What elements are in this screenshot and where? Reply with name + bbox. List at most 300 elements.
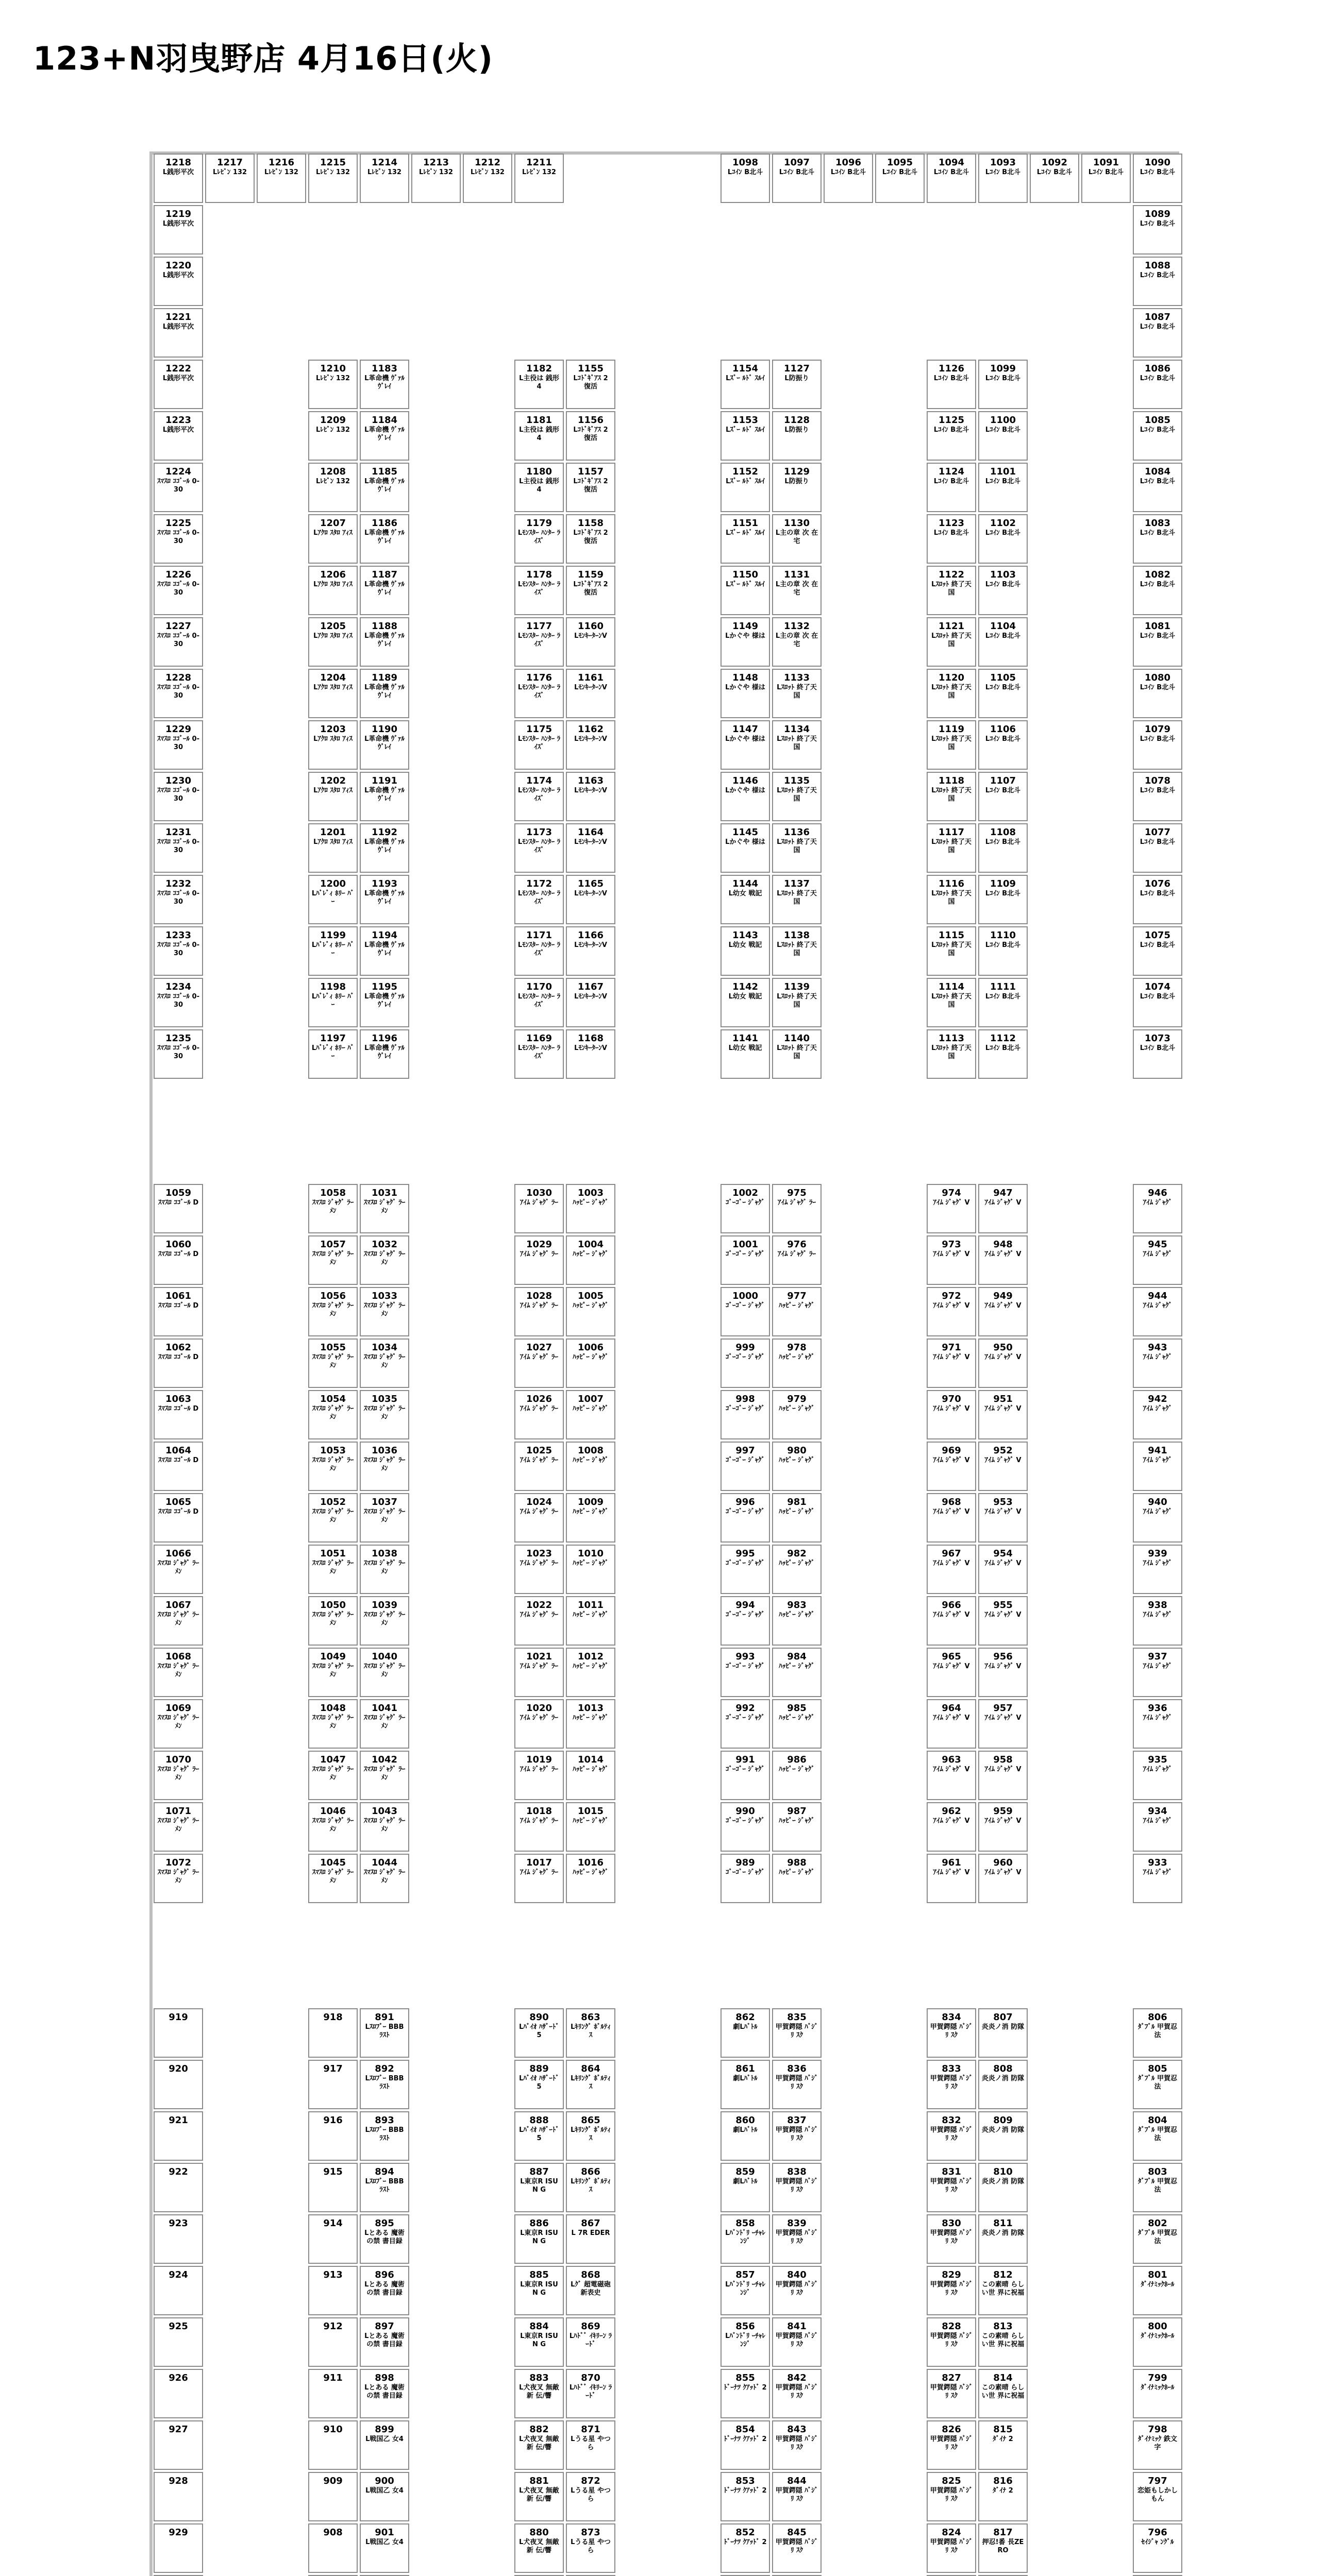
- machine-cell[interactable]: [514, 1338, 564, 1388]
- machine-cell[interactable]: [308, 2472, 358, 2521]
- machine-cell[interactable]: [772, 2111, 822, 2161]
- machine-cell[interactable]: [154, 823, 203, 873]
- machine-cell[interactable]: [721, 2472, 770, 2521]
- machine-cell[interactable]: [978, 1802, 1028, 1852]
- machine-cell[interactable]: [772, 2523, 822, 2573]
- machine-cell[interactable]: [566, 2163, 615, 2212]
- machine-cell[interactable]: [772, 617, 822, 667]
- machine-cell[interactable]: [566, 720, 615, 770]
- machine-cell[interactable]: [772, 2317, 822, 2367]
- machine-cell[interactable]: [978, 2163, 1028, 2212]
- machine-cell[interactable]: [721, 2111, 770, 2161]
- machine-cell[interactable]: [514, 566, 564, 615]
- machine-cell[interactable]: [978, 2472, 1028, 2521]
- machine-cell[interactable]: [308, 2369, 358, 2418]
- machine-cell[interactable]: [1133, 2420, 1182, 2470]
- machine-cell[interactable]: [721, 514, 770, 564]
- machine-cell[interactable]: [308, 1545, 358, 1594]
- machine-cell[interactable]: [514, 2523, 564, 2573]
- machine-cell[interactable]: [772, 669, 822, 718]
- machine-cell[interactable]: [566, 2060, 615, 2109]
- machine-cell[interactable]: [514, 926, 564, 976]
- machine-cell[interactable]: [514, 2214, 564, 2264]
- machine-cell[interactable]: [154, 566, 203, 615]
- machine-cell[interactable]: [978, 360, 1028, 409]
- machine-cell[interactable]: [360, 360, 409, 409]
- machine-cell[interactable]: [308, 411, 358, 461]
- machine-cell[interactable]: [772, 772, 822, 821]
- machine-cell[interactable]: [463, 154, 512, 203]
- machine-cell[interactable]: [514, 2163, 564, 2212]
- machine-cell[interactable]: [566, 1184, 615, 1233]
- machine-cell[interactable]: [721, 1802, 770, 1852]
- machine-cell[interactable]: [308, 2266, 358, 2315]
- machine-cell[interactable]: [927, 154, 976, 203]
- machine-cell[interactable]: [772, 1751, 822, 1800]
- machine-cell[interactable]: [772, 1235, 822, 1285]
- machine-cell[interactable]: [1133, 1184, 1182, 1233]
- machine-cell[interactable]: [308, 669, 358, 718]
- machine-cell[interactable]: [927, 2317, 976, 2367]
- machine-cell[interactable]: [721, 2523, 770, 2573]
- machine-cell[interactable]: [1133, 2523, 1182, 2573]
- machine-cell[interactable]: [1030, 154, 1079, 203]
- machine-cell[interactable]: [308, 463, 358, 512]
- machine-cell[interactable]: [154, 1648, 203, 1697]
- machine-cell[interactable]: [308, 875, 358, 924]
- machine-cell[interactable]: [927, 1493, 976, 1543]
- machine-cell[interactable]: [772, 1596, 822, 1646]
- machine-cell[interactable]: [566, 2008, 615, 2058]
- machine-cell[interactable]: [154, 154, 203, 203]
- machine-cell[interactable]: [360, 772, 409, 821]
- machine-cell[interactable]: [154, 2060, 203, 2109]
- machine-cell[interactable]: [927, 2266, 976, 2315]
- machine-cell[interactable]: [721, 617, 770, 667]
- machine-cell[interactable]: [721, 1751, 770, 1800]
- machine-cell[interactable]: [566, 1648, 615, 1697]
- machine-cell[interactable]: [514, 2266, 564, 2315]
- machine-cell[interactable]: [514, 1854, 564, 1903]
- machine-cell[interactable]: [360, 154, 409, 203]
- machine-cell[interactable]: [308, 1287, 358, 1336]
- machine-cell[interactable]: [360, 411, 409, 461]
- machine-cell[interactable]: [566, 1338, 615, 1388]
- machine-cell[interactable]: [154, 514, 203, 564]
- machine-cell[interactable]: [514, 978, 564, 1027]
- machine-cell[interactable]: [927, 1802, 976, 1852]
- machine-cell[interactable]: [360, 1751, 409, 1800]
- machine-cell[interactable]: [514, 617, 564, 667]
- machine-cell[interactable]: [1133, 875, 1182, 924]
- machine-cell[interactable]: [154, 205, 203, 255]
- machine-cell[interactable]: [360, 1338, 409, 1388]
- machine-cell[interactable]: [308, 2214, 358, 2264]
- machine-cell[interactable]: [721, 1390, 770, 1439]
- machine-cell[interactable]: [154, 2472, 203, 2521]
- machine-cell[interactable]: [772, 2472, 822, 2521]
- machine-cell[interactable]: [978, 514, 1028, 564]
- machine-cell[interactable]: [566, 2266, 615, 2315]
- machine-cell[interactable]: [154, 1390, 203, 1439]
- machine-cell[interactable]: [772, 463, 822, 512]
- machine-cell[interactable]: [566, 2111, 615, 2161]
- machine-cell[interactable]: [360, 463, 409, 512]
- machine-cell[interactable]: [514, 1493, 564, 1543]
- machine-cell[interactable]: [1133, 1648, 1182, 1697]
- machine-cell[interactable]: [308, 2523, 358, 2573]
- machine-cell[interactable]: [360, 566, 409, 615]
- machine-cell[interactable]: [566, 2369, 615, 2418]
- machine-cell[interactable]: [978, 1648, 1028, 1697]
- machine-cell[interactable]: [566, 1596, 615, 1646]
- machine-cell[interactable]: [566, 823, 615, 873]
- machine-cell[interactable]: [566, 1029, 615, 1079]
- machine-cell[interactable]: [1133, 1545, 1182, 1594]
- machine-cell[interactable]: [308, 1596, 358, 1646]
- machine-cell[interactable]: [1133, 720, 1182, 770]
- machine-cell[interactable]: [1133, 2266, 1182, 2315]
- machine-cell[interactable]: [978, 2420, 1028, 2470]
- machine-cell[interactable]: [308, 1854, 358, 1903]
- machine-cell[interactable]: [772, 2369, 822, 2418]
- machine-cell[interactable]: [308, 1493, 358, 1543]
- machine-cell[interactable]: [154, 2523, 203, 2573]
- machine-cell[interactable]: [360, 1184, 409, 1233]
- machine-cell[interactable]: [566, 1442, 615, 1491]
- machine-cell[interactable]: [1133, 308, 1182, 358]
- machine-cell[interactable]: [514, 154, 564, 203]
- machine-cell[interactable]: [927, 514, 976, 564]
- machine-cell[interactable]: [927, 669, 976, 718]
- machine-cell[interactable]: [360, 1390, 409, 1439]
- machine-cell[interactable]: [772, 926, 822, 976]
- machine-cell[interactable]: [1133, 2163, 1182, 2212]
- machine-cell[interactable]: [360, 875, 409, 924]
- machine-cell[interactable]: [721, 1287, 770, 1336]
- machine-cell[interactable]: [721, 1184, 770, 1233]
- machine-cell[interactable]: [927, 1854, 976, 1903]
- machine-cell[interactable]: [721, 1029, 770, 1079]
- machine-cell[interactable]: [927, 1699, 976, 1749]
- machine-cell[interactable]: [566, 514, 615, 564]
- machine-cell[interactable]: [978, 2317, 1028, 2367]
- machine-cell[interactable]: [360, 1442, 409, 1491]
- machine-cell[interactable]: [360, 1287, 409, 1336]
- machine-cell[interactable]: [978, 669, 1028, 718]
- machine-cell[interactable]: [360, 2420, 409, 2470]
- machine-cell[interactable]: [978, 2523, 1028, 2573]
- machine-cell[interactable]: [721, 154, 770, 203]
- machine-cell[interactable]: [308, 2163, 358, 2212]
- machine-cell[interactable]: [721, 2266, 770, 2315]
- machine-cell[interactable]: [308, 2008, 358, 2058]
- machine-cell[interactable]: [566, 2214, 615, 2264]
- machine-cell[interactable]: [772, 154, 822, 203]
- machine-cell[interactable]: [360, 2369, 409, 2418]
- machine-cell[interactable]: [154, 875, 203, 924]
- machine-cell[interactable]: [308, 1648, 358, 1697]
- machine-cell[interactable]: [721, 2060, 770, 2109]
- machine-cell[interactable]: [1133, 566, 1182, 615]
- machine-cell[interactable]: [566, 1545, 615, 1594]
- machine-cell[interactable]: [257, 154, 306, 203]
- machine-cell[interactable]: [154, 1545, 203, 1594]
- machine-cell[interactable]: [978, 2111, 1028, 2161]
- machine-cell[interactable]: [978, 1545, 1028, 1594]
- machine-cell[interactable]: [978, 1184, 1028, 1233]
- machine-cell[interactable]: [721, 1854, 770, 1903]
- machine-cell[interactable]: [566, 1854, 615, 1903]
- machine-cell[interactable]: [1133, 257, 1182, 306]
- machine-cell[interactable]: [205, 154, 255, 203]
- machine-cell[interactable]: [978, 1596, 1028, 1646]
- machine-cell[interactable]: [308, 1802, 358, 1852]
- machine-cell[interactable]: [566, 2317, 615, 2367]
- machine-cell[interactable]: [721, 669, 770, 718]
- machine-cell[interactable]: [514, 1287, 564, 1336]
- machine-cell[interactable]: [927, 2214, 976, 2264]
- machine-cell[interactable]: [514, 411, 564, 461]
- machine-cell[interactable]: [308, 1184, 358, 1233]
- machine-cell[interactable]: [514, 2420, 564, 2470]
- machine-cell[interactable]: [927, 875, 976, 924]
- machine-cell[interactable]: [721, 566, 770, 615]
- machine-cell[interactable]: [566, 411, 615, 461]
- machine-cell[interactable]: [1133, 1493, 1182, 1543]
- machine-cell[interactable]: [566, 2472, 615, 2521]
- machine-cell[interactable]: [772, 720, 822, 770]
- machine-cell[interactable]: [154, 360, 203, 409]
- machine-cell[interactable]: [308, 1442, 358, 1491]
- machine-cell[interactable]: [308, 1699, 358, 1749]
- machine-cell[interactable]: [566, 1493, 615, 1543]
- machine-cell[interactable]: [566, 1235, 615, 1285]
- machine-cell[interactable]: [566, 2523, 615, 2573]
- machine-cell[interactable]: [978, 617, 1028, 667]
- machine-cell[interactable]: [772, 2163, 822, 2212]
- machine-cell[interactable]: [308, 926, 358, 976]
- machine-cell[interactable]: [154, 2420, 203, 2470]
- machine-cell[interactable]: [154, 1493, 203, 1543]
- machine-cell[interactable]: [308, 2060, 358, 2109]
- machine-cell[interactable]: [566, 1751, 615, 1800]
- machine-cell[interactable]: [566, 1699, 615, 1749]
- machine-cell[interactable]: [978, 875, 1028, 924]
- machine-cell[interactable]: [1133, 2214, 1182, 2264]
- machine-cell[interactable]: [360, 617, 409, 667]
- machine-cell[interactable]: [1133, 2060, 1182, 2109]
- machine-cell[interactable]: [514, 1029, 564, 1079]
- machine-cell[interactable]: [308, 360, 358, 409]
- machine-cell[interactable]: [1133, 1854, 1182, 1903]
- machine-cell[interactable]: [927, 720, 976, 770]
- machine-cell[interactable]: [308, 566, 358, 615]
- machine-cell[interactable]: [1133, 360, 1182, 409]
- machine-cell[interactable]: [566, 875, 615, 924]
- machine-cell[interactable]: [927, 2472, 976, 2521]
- machine-cell[interactable]: [154, 1338, 203, 1388]
- machine-cell[interactable]: [514, 823, 564, 873]
- machine-cell[interactable]: [1133, 2369, 1182, 2418]
- machine-cell[interactable]: [978, 566, 1028, 615]
- machine-cell[interactable]: [514, 514, 564, 564]
- machine-cell[interactable]: [154, 2163, 203, 2212]
- machine-cell[interactable]: [721, 463, 770, 512]
- machine-cell[interactable]: [514, 1648, 564, 1697]
- machine-cell[interactable]: [308, 1029, 358, 1079]
- machine-cell[interactable]: [360, 823, 409, 873]
- machine-cell[interactable]: [360, 2472, 409, 2521]
- machine-cell[interactable]: [1133, 823, 1182, 873]
- machine-cell[interactable]: [927, 772, 976, 821]
- machine-cell[interactable]: [772, 978, 822, 1027]
- machine-cell[interactable]: [360, 926, 409, 976]
- machine-cell[interactable]: [154, 1184, 203, 1233]
- machine-cell[interactable]: [308, 1390, 358, 1439]
- machine-cell[interactable]: [154, 926, 203, 976]
- machine-cell[interactable]: [514, 360, 564, 409]
- machine-cell[interactable]: [927, 1442, 976, 1491]
- machine-cell[interactable]: [875, 154, 925, 203]
- machine-cell[interactable]: [1133, 1287, 1182, 1336]
- machine-cell[interactable]: [772, 1648, 822, 1697]
- machine-cell[interactable]: [772, 1184, 822, 1233]
- machine-cell[interactable]: [360, 2111, 409, 2161]
- machine-cell[interactable]: [772, 2060, 822, 2109]
- machine-cell[interactable]: [1133, 2008, 1182, 2058]
- machine-cell[interactable]: [927, 1184, 976, 1233]
- machine-cell[interactable]: [514, 2317, 564, 2367]
- machine-cell[interactable]: [927, 566, 976, 615]
- machine-cell[interactable]: [514, 720, 564, 770]
- machine-cell[interactable]: [772, 1390, 822, 1439]
- machine-cell[interactable]: [824, 154, 873, 203]
- machine-cell[interactable]: [566, 2420, 615, 2470]
- machine-cell[interactable]: [154, 1287, 203, 1336]
- machine-cell[interactable]: [1133, 1699, 1182, 1749]
- machine-cell[interactable]: [772, 2008, 822, 2058]
- machine-cell[interactable]: [154, 1854, 203, 1903]
- machine-cell[interactable]: [360, 1854, 409, 1903]
- machine-cell[interactable]: [1133, 1751, 1182, 1800]
- machine-cell[interactable]: [360, 1699, 409, 1749]
- machine-cell[interactable]: [566, 1287, 615, 1336]
- machine-cell[interactable]: [1133, 2111, 1182, 2161]
- machine-cell[interactable]: [308, 1235, 358, 1285]
- machine-cell[interactable]: [514, 2369, 564, 2418]
- machine-cell[interactable]: [927, 1235, 976, 1285]
- machine-cell[interactable]: [978, 1751, 1028, 1800]
- machine-cell[interactable]: [514, 1596, 564, 1646]
- machine-cell[interactable]: [927, 1751, 976, 1800]
- machine-cell[interactable]: [721, 720, 770, 770]
- machine-cell[interactable]: [1133, 205, 1182, 255]
- machine-cell[interactable]: [927, 1390, 976, 1439]
- machine-cell[interactable]: [566, 566, 615, 615]
- machine-cell[interactable]: [721, 1493, 770, 1543]
- machine-cell[interactable]: [927, 2008, 976, 2058]
- machine-cell[interactable]: [308, 2111, 358, 2161]
- machine-cell[interactable]: [308, 978, 358, 1027]
- machine-cell[interactable]: [154, 2317, 203, 2367]
- machine-cell[interactable]: [154, 1235, 203, 1285]
- machine-cell[interactable]: [721, 1699, 770, 1749]
- machine-cell[interactable]: [360, 1493, 409, 1543]
- machine-cell[interactable]: [978, 1493, 1028, 1543]
- machine-cell[interactable]: [514, 1802, 564, 1852]
- machine-cell[interactable]: [360, 2060, 409, 2109]
- machine-cell[interactable]: [721, 1338, 770, 1388]
- machine-cell[interactable]: [154, 978, 203, 1027]
- machine-cell[interactable]: [308, 1751, 358, 1800]
- machine-cell[interactable]: [927, 1287, 976, 1336]
- machine-cell[interactable]: [566, 978, 615, 1027]
- machine-cell[interactable]: [927, 1648, 976, 1697]
- machine-cell[interactable]: [1133, 411, 1182, 461]
- machine-cell[interactable]: [154, 1442, 203, 1491]
- machine-cell[interactable]: [927, 1338, 976, 1388]
- machine-cell[interactable]: [514, 1699, 564, 1749]
- machine-cell[interactable]: [308, 1338, 358, 1388]
- machine-cell[interactable]: [772, 2266, 822, 2315]
- machine-cell[interactable]: [978, 463, 1028, 512]
- machine-cell[interactable]: [978, 772, 1028, 821]
- machine-cell[interactable]: [566, 669, 615, 718]
- machine-cell[interactable]: [566, 617, 615, 667]
- machine-cell[interactable]: [566, 1802, 615, 1852]
- machine-cell[interactable]: [927, 2111, 976, 2161]
- machine-cell[interactable]: [927, 2523, 976, 2573]
- machine-cell[interactable]: [721, 2420, 770, 2470]
- machine-cell[interactable]: [978, 2060, 1028, 2109]
- machine-cell[interactable]: [514, 669, 564, 718]
- machine-cell[interactable]: [308, 2317, 358, 2367]
- machine-cell[interactable]: [978, 1442, 1028, 1491]
- machine-cell[interactable]: [978, 1699, 1028, 1749]
- machine-cell[interactable]: [772, 1029, 822, 1079]
- machine-cell[interactable]: [978, 1235, 1028, 1285]
- machine-cell[interactable]: [360, 1235, 409, 1285]
- machine-cell[interactable]: [721, 823, 770, 873]
- machine-cell[interactable]: [1133, 1596, 1182, 1646]
- machine-cell[interactable]: [308, 617, 358, 667]
- machine-cell[interactable]: [308, 823, 358, 873]
- machine-cell[interactable]: [154, 2369, 203, 2418]
- machine-cell[interactable]: [978, 926, 1028, 976]
- machine-cell[interactable]: [927, 1596, 976, 1646]
- machine-cell[interactable]: [154, 1751, 203, 1800]
- machine-cell[interactable]: [772, 1338, 822, 1388]
- machine-cell[interactable]: [927, 1545, 976, 1594]
- machine-cell[interactable]: [514, 1390, 564, 1439]
- machine-cell[interactable]: [360, 1545, 409, 1594]
- machine-cell[interactable]: [360, 2163, 409, 2212]
- machine-cell[interactable]: [772, 566, 822, 615]
- machine-cell[interactable]: [566, 772, 615, 821]
- machine-cell[interactable]: [772, 823, 822, 873]
- machine-cell[interactable]: [154, 720, 203, 770]
- machine-cell[interactable]: [721, 411, 770, 461]
- machine-cell[interactable]: [978, 720, 1028, 770]
- machine-cell[interactable]: [154, 1802, 203, 1852]
- machine-cell[interactable]: [772, 1802, 822, 1852]
- machine-cell[interactable]: [514, 2060, 564, 2109]
- machine-cell[interactable]: [514, 1442, 564, 1491]
- machine-cell[interactable]: [927, 411, 976, 461]
- machine-cell[interactable]: [154, 1699, 203, 1749]
- machine-cell[interactable]: [360, 514, 409, 564]
